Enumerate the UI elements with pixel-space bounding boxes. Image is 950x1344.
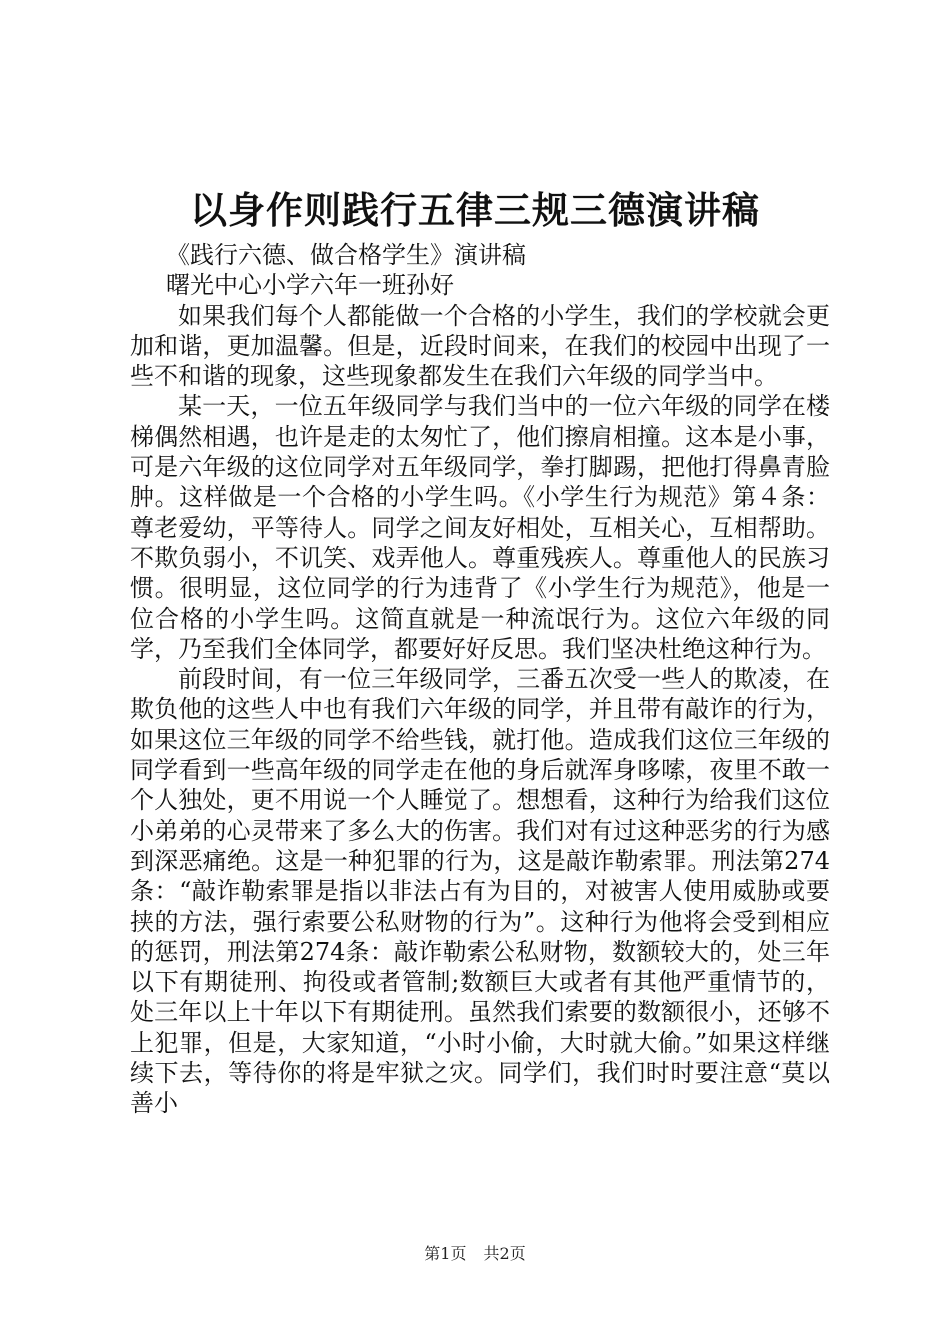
paragraph: 前段时间，有一位三年级同学，三番五次受一些人的欺凌，在欺负他的这些人中也有我们六年级的同学，并且带有敲诈的行为，如果这位三年级的同学不给些钱，就打他。造成我们这位三年级的同学看到一些高年级的同学走在他的身后就浑身哆嗦，夜里不敢一个人独处，更不用说一个人睡觉了。想想看，这种行为给我们这位小弟弟的心灵带来了多么大的伤害。我们对有过这种恶劣的行为感到深恶痛绝。这是一种犯罪的行为，这是敲诈勒索罪。刑法第274条：“敲诈勒索罪是指以非法占有为目的，对被害人使用威胁或要挟的方法，强行索要公私财物的行为”。这种行为他将会受到相应的惩罚，刑法第274条：敲诈勒索公私财物，数额较大的，处三年以下有期徒刑、拘役或者管制;数额巨大或者有其他严重情节的，处三年以上十年以下有期徒刑。虽然我们索要的数额很小，还够不上犯罪，但是，大家知道，“小时小偷，大时就大偷。”如果这样继续下去，等待你的将是牢狱之灾。同学们，我们时时要注意“莫以善小 <box>130 665 830 1118</box>
paragraph: 某一天，一位五年级同学与我们当中的一位六年级的同学在楼梯偶然相遇，也许是走的太匆忙了，他们擦肩相撞。这本是小事，可是六年级的这位同学对五年级同学，拳打脚踢，把他打得鼻青脸肿。这样做是一个合格的小学生吗。《小学生行为规范》第４条：尊老爱幼，平等待人。同学之间友好相处，互相关心，互相帮助。不欺负弱小，不讥笑、戏弄他人。尊重残疾人。尊重他人的民族习惯。很明显，这位同学的行为违背了《小学生行为规范》，他是一位合格的小学生吗。这简直就是一种流氓行为。这位六年级的同学，乃至我们全体同学，都要好好反思。我们坚决杜绝这种行为。 <box>130 392 830 663</box>
speech-author: 曙光中心小学六年一班孙好 <box>166 271 454 300</box>
document-title: 以身作则践行五律三规三德演讲稿 <box>190 188 760 232</box>
paragraph: 如果我们每个人都能做一个合格的小学生，我们的学校就会更加和谐，更加温馨。但是，近段时间来，在我们的校园中出现了一些不和谐的现象，这些现象都发生在我们六年级的同学当中。 <box>130 301 830 391</box>
page-number: 第1页 <box>424 1244 467 1263</box>
page-footer <box>0 1244 950 1264</box>
speech-subtitle: 《践行六德、做合格学生》演讲稿 <box>166 241 526 269</box>
page-total: 共2页 <box>483 1244 526 1263</box>
document-body <box>130 240 830 1119</box>
